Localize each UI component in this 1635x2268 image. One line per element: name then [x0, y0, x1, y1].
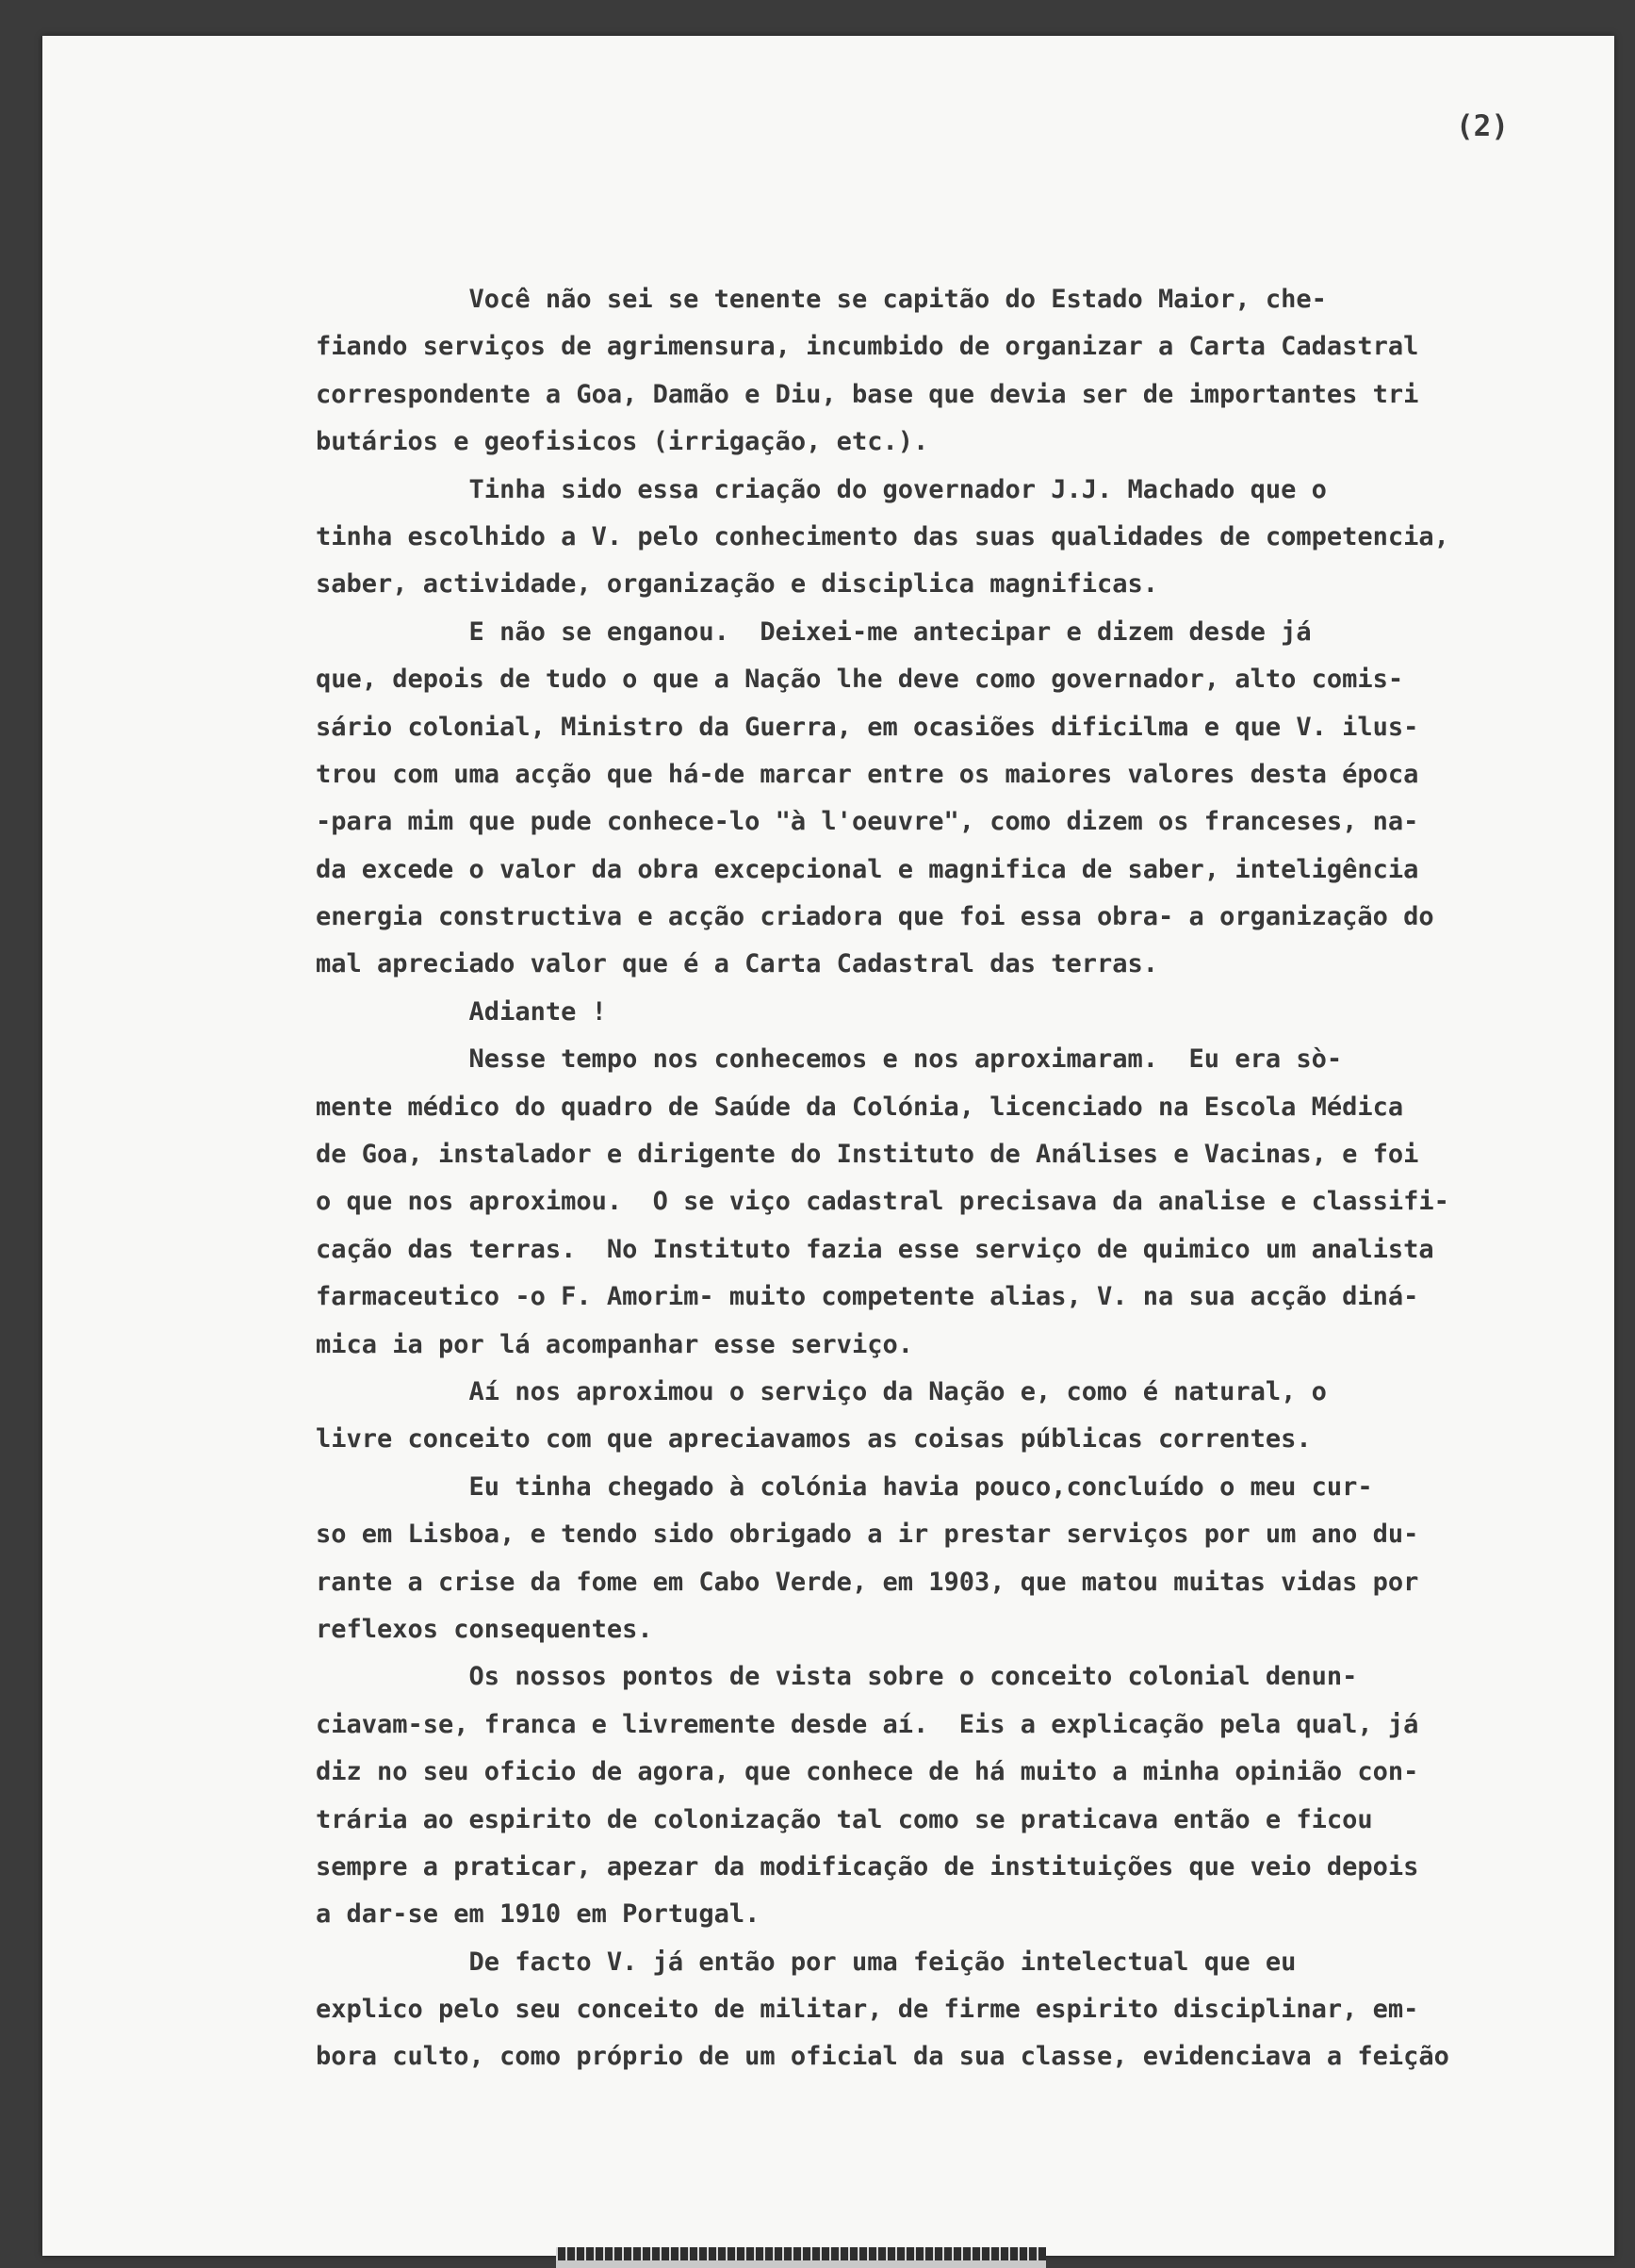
- text-line: farmaceutico -o F. Amorim- muito competente alias, V. na sua acção diná-: [316, 1282, 1419, 1312]
- text-line: De facto V. já então por uma feição intelectual que eu: [316, 1947, 1297, 1977]
- text-line: reflexos consequentes.: [316, 1614, 653, 1644]
- text-line: ciavam-se, franca e livremente desde aí. Eis a explicação pela qual, já: [316, 1709, 1419, 1739]
- text-line: mal apreciado valor que é a Carta Cadastral das terras.: [316, 949, 1159, 979]
- text-line: cação das terras. No Instituto fazia esse serviço de quimico um analista: [316, 1234, 1434, 1264]
- text-line: sempre a praticar, apezar da modificação de instituições que veio depois: [316, 1851, 1419, 1882]
- text-line: rante a crise da fome em Cabo Verde, em 1903, que matou muitas vidas por: [316, 1567, 1419, 1597]
- text-line: mica ia por lá acompanhar esse serviço.: [316, 1329, 913, 1359]
- text-line: bora culto, como próprio de um oficial da sua classe, evidenciava a feição: [316, 2042, 1449, 2072]
- scale-ruler: [0, 2247, 1635, 2268]
- text-line: energia constructiva e acção criadora que foi essa obra- a organização do: [316, 902, 1434, 932]
- text-line: Tinha sido essa criação do governador J.J. Machado que o: [316, 474, 1327, 504]
- text-line: fiando serviços de agrimensura, incumbido de organizar a Carta Cadastral: [316, 332, 1419, 362]
- text-line: de Goa, instalador e dirigente do Instituto de Análises e Vacinas, e foi: [316, 1140, 1419, 1170]
- text-line: so em Lisboa, e tendo sido obrigado a ir prestar serviços por um ano du-: [316, 1520, 1419, 1550]
- text-line: explico pelo seu conceito de militar, de firme espirito disciplinar, em-: [316, 1995, 1419, 2025]
- page-number: (2): [1456, 109, 1509, 143]
- text-line: Adiante !: [316, 996, 607, 1027]
- letter-body: [316, 276, 1626, 2081]
- text-line: butários e geofisicos (irrigação, etc.).: [316, 427, 929, 457]
- paper-sheet: [42, 36, 1614, 2256]
- text-line: correspondente a Goa, Damão e Diu, base que devia ser de importantes tri: [316, 379, 1419, 409]
- ruler-ticks: [556, 2247, 1046, 2268]
- text-line: Eu tinha chegado à colónia havia pouco,concluído o meu cur-: [316, 1471, 1373, 1502]
- text-line: trou com uma acção que há-de marcar entre os maiores valores desta época: [316, 759, 1419, 789]
- text-line: o que nos aproximou. O se viço cadastral precisava da analise e classifi-: [316, 1187, 1449, 1217]
- text-line: da excede o valor da obra excepcional e magnifica de saber, inteligência: [316, 854, 1419, 884]
- text-line: que, depois de tudo o que a Nação lhe deve como governador, alto comis-: [316, 665, 1404, 695]
- text-line: -para mim que pude conhece-lo "à l'oeuvre", como dizem os franceses, na-: [316, 807, 1419, 837]
- text-line: Os nossos pontos de vista sobre o conceito colonial denun-: [316, 1662, 1358, 1692]
- text-line: E não se enganou. Deixei-me antecipar e dizem desde já: [316, 616, 1312, 647]
- text-line: livre conceito com que apreciavamos as coisas públicas correntes.: [316, 1424, 1312, 1454]
- text-line: mente médico do quadro de Saúde da Colónia, licenciado na Escola Médica: [316, 1092, 1404, 1122]
- text-line: a dar-se em 1910 em Portugal.: [316, 1899, 760, 1930]
- text-line: trária ao espirito de colonização tal como se praticava então e ficou: [316, 1804, 1373, 1834]
- text-line: Aí nos aproximou o serviço da Nação e, como é natural, o: [316, 1376, 1327, 1406]
- text-line: tinha escolhido a V. pelo conhecimento das suas qualidades de competencia,: [316, 521, 1449, 551]
- text-line: diz no seu oficio de agora, que conhece de há muito a minha opinião con-: [316, 1757, 1419, 1787]
- text-line: sário colonial, Ministro da Guerra, em ocasiões dificilma e que V. ilus-: [316, 712, 1419, 742]
- text-line: Você não sei se tenente se capitão do Estado Maior, che-: [316, 285, 1327, 314]
- text-line: saber, actividade, organização e disciplica magnificas.: [316, 569, 1159, 600]
- text-line: Nesse tempo nos conhecemos e nos aproximaram. Eu era sò-: [316, 1044, 1343, 1075]
